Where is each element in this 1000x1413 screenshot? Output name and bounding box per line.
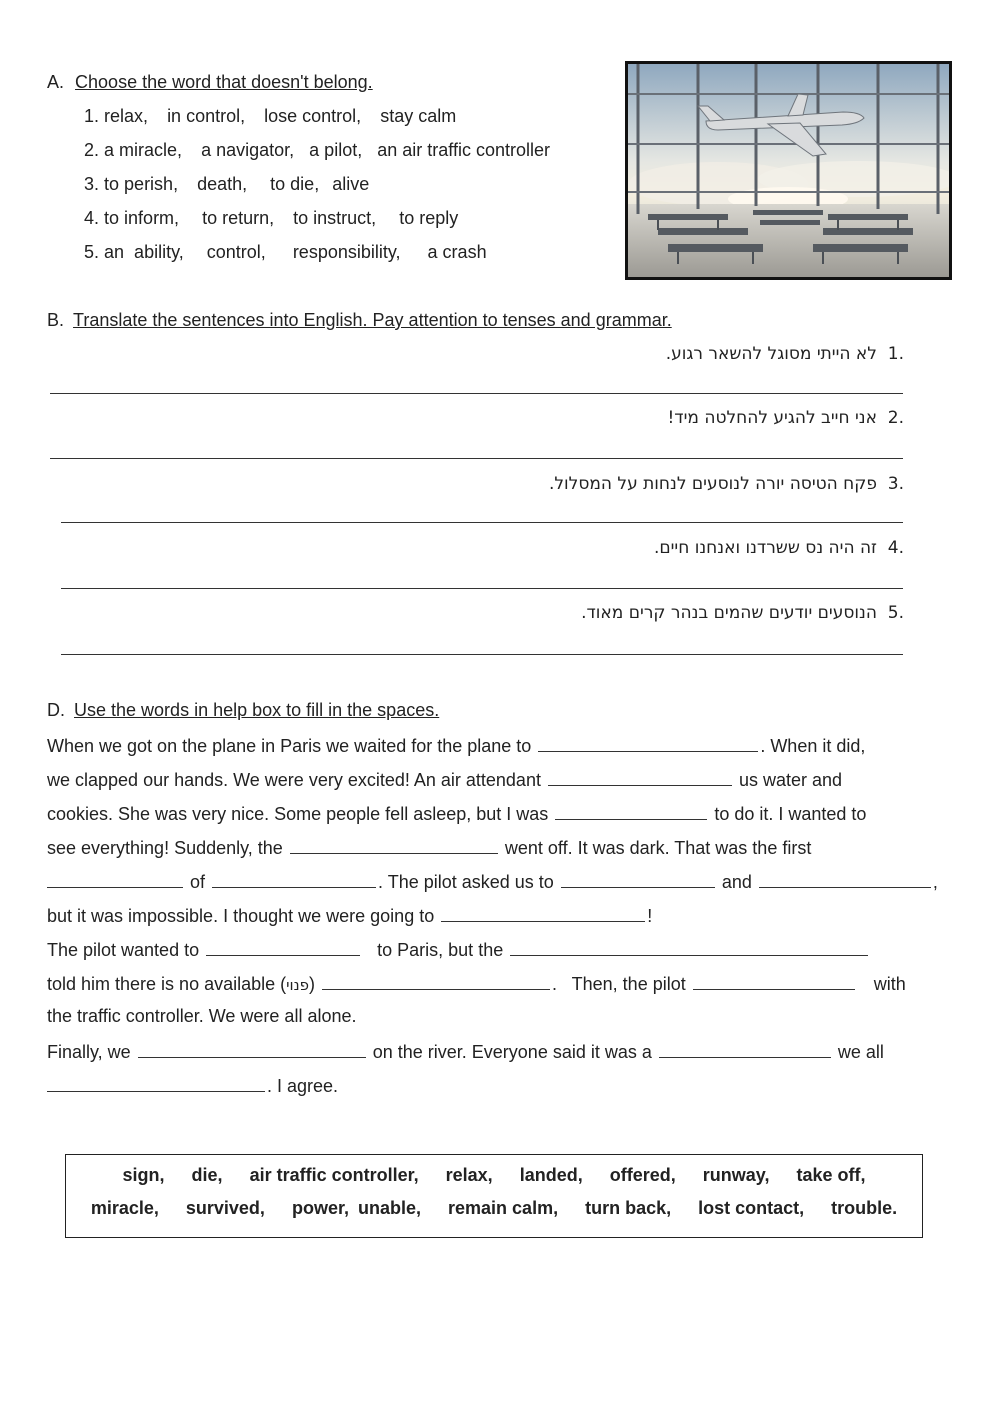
item-number: 4. xyxy=(84,208,100,228)
cloze-text: . I agree. xyxy=(267,1076,339,1096)
word-option[interactable]: stay calm xyxy=(380,106,457,126)
cloze-text: we all xyxy=(837,1042,884,1062)
help-word[interactable]: die, xyxy=(191,1165,223,1185)
word-option[interactable]: a navigator, xyxy=(201,140,295,160)
item-number: 2. xyxy=(84,140,100,160)
cloze-line xyxy=(47,733,967,757)
fill-blank[interactable] xyxy=(548,767,732,786)
cloze-line xyxy=(47,1073,967,1097)
cloze-text: told him there is no available ( xyxy=(47,974,287,994)
cloze-text: ) xyxy=(308,974,315,994)
word-option[interactable]: responsibility, xyxy=(292,242,401,262)
cloze-text: cookies. She was very nice. Some people fell asleep, but I was xyxy=(47,804,549,824)
cloze-text: and xyxy=(721,872,752,892)
fill-blank[interactable] xyxy=(206,937,360,956)
cloze-text: to Paris, but the xyxy=(377,940,504,960)
word-option[interactable]: to perish, xyxy=(104,174,179,194)
help-word[interactable]: remain calm, xyxy=(448,1198,559,1218)
hebrew-sentence xyxy=(549,473,904,495)
fill-blank[interactable] xyxy=(47,1073,265,1092)
item-number: 1. xyxy=(84,106,100,126)
help-word[interactable]: sign, xyxy=(122,1165,165,1185)
sentence-text: לא הייתי מסוגל להשאר רגוע. xyxy=(665,344,877,364)
cloze-line xyxy=(47,1039,967,1063)
word-option[interactable]: an air traffic controller xyxy=(377,140,550,160)
help-word[interactable]: trouble. xyxy=(831,1198,898,1218)
help-word[interactable]: unable, xyxy=(357,1198,421,1218)
fill-blank[interactable] xyxy=(538,733,758,752)
fill-blank[interactable] xyxy=(322,971,550,990)
cloze-text: to do it. I wanted to xyxy=(714,804,867,824)
airport-airplane-icon xyxy=(628,64,949,277)
word-option[interactable]: to return, xyxy=(202,208,275,228)
cloze-text: . The pilot asked us to xyxy=(378,872,554,892)
cloze-text: we clapped our hands. We were very excited! An air attendant xyxy=(47,770,541,790)
cloze-text: see everything! Suddenly, the xyxy=(47,838,283,858)
cloze-text: us water and xyxy=(739,770,843,790)
cloze-line xyxy=(47,801,967,825)
airport-airplane-photo xyxy=(625,61,952,280)
cloze-text: When we got on the plane in Paris we waited for the plane to xyxy=(47,736,532,756)
cloze-text: The pilot wanted to xyxy=(47,940,200,960)
fill-blank[interactable] xyxy=(659,1039,831,1058)
cloze-line xyxy=(47,971,967,996)
list-item xyxy=(84,207,458,229)
cloze-text: , xyxy=(932,872,938,892)
cloze-line xyxy=(47,835,967,859)
fill-blank[interactable] xyxy=(47,869,183,888)
sentence-number: .3 xyxy=(887,474,904,494)
item-number: 3. xyxy=(84,174,100,194)
help-word[interactable]: survived, xyxy=(185,1198,265,1218)
cloze-text: of xyxy=(190,872,206,892)
word-option[interactable]: a crash xyxy=(427,242,487,262)
cloze-line xyxy=(47,1005,967,1027)
list-item xyxy=(84,139,550,161)
answer-line[interactable] xyxy=(61,588,903,589)
help-word[interactable]: runway, xyxy=(702,1165,770,1185)
section-a-heading xyxy=(47,71,373,93)
list-item xyxy=(84,241,487,263)
fill-blank[interactable] xyxy=(441,903,645,922)
help-box xyxy=(65,1154,923,1238)
help-box-row xyxy=(66,1165,922,1186)
help-word[interactable]: offered, xyxy=(609,1165,676,1185)
hebrew-sentence xyxy=(581,602,904,624)
word-option[interactable]: to inform, xyxy=(104,208,180,228)
word-option[interactable]: to reply xyxy=(399,208,459,228)
word-option[interactable]: relax, xyxy=(104,106,149,126)
sentence-text: הנוסעים יודעים שהמים בנהר קרים מאוד. xyxy=(581,603,877,623)
word-option[interactable]: control, xyxy=(206,242,266,262)
hebrew-sentence xyxy=(667,407,904,429)
sentence-number: .5 xyxy=(887,603,904,623)
section-b-title: Translate the sentences into English. Pay attention to tenses and grammar. xyxy=(73,310,672,330)
section-d-title: Use the words in help box to fill in the spaces. xyxy=(74,700,440,720)
cloze-text: with xyxy=(873,974,906,994)
word-option[interactable]: a pilot, xyxy=(309,140,363,160)
cloze-text: . Then, the pilot xyxy=(551,974,686,994)
sentence-text: אני חייב להגיע להחלטה מיד! xyxy=(667,408,877,428)
fill-blank[interactable] xyxy=(555,801,707,820)
fill-blank[interactable] xyxy=(212,869,376,888)
section-b-heading xyxy=(47,309,672,331)
cloze-text: the traffic controller. We were all alone. xyxy=(47,1006,357,1026)
fill-blank[interactable] xyxy=(561,869,715,888)
answer-line[interactable] xyxy=(50,458,903,459)
sentence-number: .1 xyxy=(887,344,904,364)
cloze-line xyxy=(47,767,967,791)
word-option[interactable]: to die, xyxy=(270,174,320,194)
section-d-heading xyxy=(47,699,439,721)
help-word[interactable]: landed, xyxy=(519,1165,583,1185)
list-item xyxy=(84,173,369,195)
answer-line[interactable] xyxy=(61,654,903,655)
help-word[interactable]: relax, xyxy=(445,1165,493,1185)
fill-blank[interactable] xyxy=(138,1039,366,1058)
cloze-line xyxy=(47,869,967,893)
hebrew-sentence xyxy=(666,343,904,365)
list-item xyxy=(84,105,456,127)
cloze-text: but it was impossible. I thought we were going to xyxy=(47,906,435,926)
word-option[interactable]: lose control, xyxy=(264,106,362,126)
section-a-title: Choose the word that doesn't belong. xyxy=(75,72,373,92)
help-word[interactable]: lost contact, xyxy=(698,1198,805,1218)
word-option[interactable]: alive xyxy=(332,174,370,194)
word-option[interactable]: an ability, xyxy=(104,242,184,262)
help-word[interactable]: power, xyxy=(291,1198,349,1218)
cloze-text: on the river. Everyone said it was a xyxy=(372,1042,652,1062)
answer-line[interactable] xyxy=(61,522,903,523)
fill-blank[interactable] xyxy=(759,869,931,888)
word-option[interactable]: death, xyxy=(197,174,248,194)
cloze-text: . When it did, xyxy=(760,736,866,756)
sentence-number: .2 xyxy=(887,408,904,428)
help-word[interactable]: turn back, xyxy=(585,1198,672,1218)
fill-blank[interactable] xyxy=(290,835,498,854)
help-box-row xyxy=(66,1198,922,1219)
fill-blank[interactable] xyxy=(693,971,855,990)
cloze-text: Finally, we xyxy=(47,1042,131,1062)
hebrew-hint: פנוי xyxy=(286,976,309,994)
sentence-text: זה היה נס ששרדנו ואנחנו חיים. xyxy=(653,538,877,558)
help-word[interactable]: air traffic controller, xyxy=(249,1165,419,1185)
section-a-label: A. xyxy=(47,72,65,92)
item-number: 5. xyxy=(84,242,100,262)
cloze-line xyxy=(47,937,967,961)
section-b-label: B. xyxy=(47,310,65,330)
fill-blank[interactable] xyxy=(510,937,868,956)
help-word[interactable]: miracle, xyxy=(90,1198,159,1218)
word-option[interactable]: a miracle, xyxy=(104,140,183,160)
word-option[interactable]: to instruct, xyxy=(293,208,377,228)
sentence-number: .4 xyxy=(887,538,904,558)
word-option[interactable]: in control, xyxy=(167,106,246,126)
help-word[interactable]: take off, xyxy=(796,1165,866,1185)
cloze-line xyxy=(47,903,967,927)
hebrew-sentence xyxy=(654,537,904,559)
cloze-text: went off. It was dark. That was the first xyxy=(504,838,812,858)
cloze-text: ! xyxy=(647,906,653,926)
section-d-label: D. xyxy=(47,700,65,720)
sentence-text: פקח הטיסה יורה לנוסעים לנחות על המסלול. xyxy=(548,474,877,494)
answer-line[interactable] xyxy=(50,393,903,394)
